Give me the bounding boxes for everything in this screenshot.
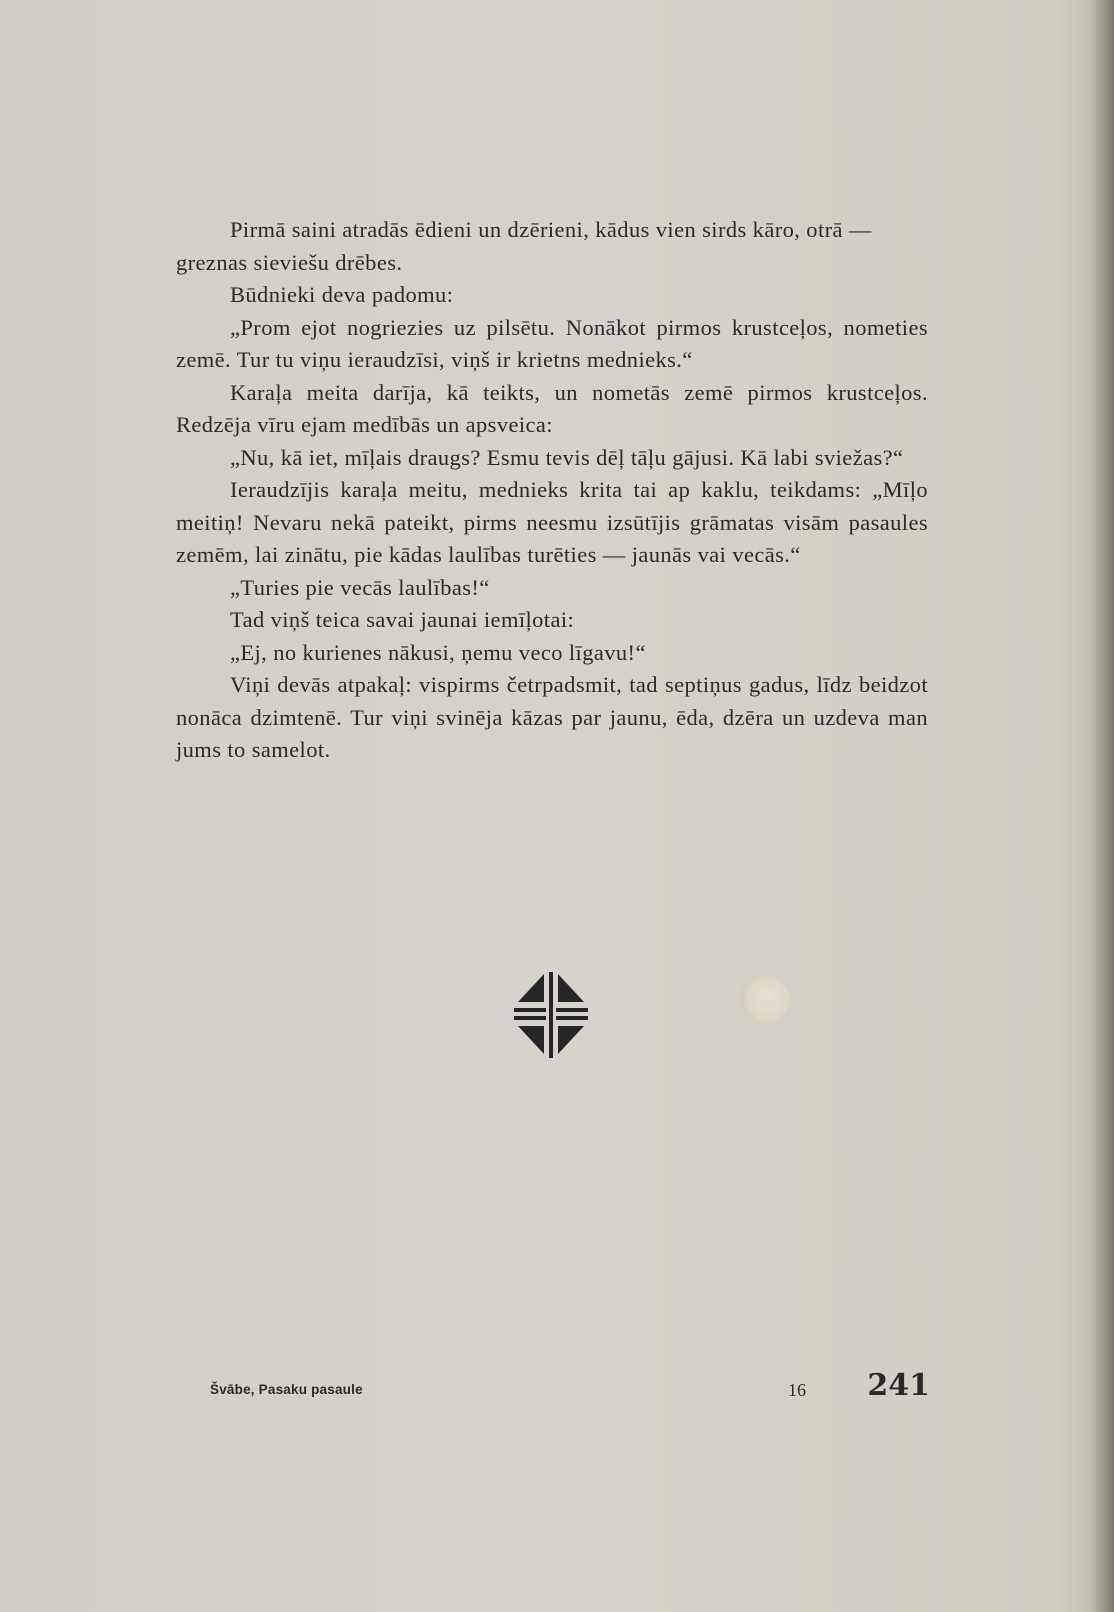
paragraph: Ieraudzījis karaļa meitu, mednieks krita tai ap kaklu, teikdams: „Mīļo meitiņ! Nevaru nekā pateikt, pirms neesmu izsūtījis grāmatas visām pasaules zemēm, lai zinātu, pie kādas laulības turēties — jaunās vai vecās.“ — [176, 477, 928, 567]
sheet-number: 16 — [788, 1380, 806, 1400]
page-edge — [1088, 0, 1114, 1612]
cross-arrows-ornament-icon — [508, 970, 598, 1060]
paragraph: Tad viņš teica savai jaunai iemīļotai: — [230, 607, 575, 632]
paper-stain — [740, 975, 790, 1023]
paragraph: „Turies pie vecās laulības!“ — [230, 574, 490, 600]
paragraph: Karaļa meita darīja, kā teikts, un nometās zemē pirmos krustceļos. Redzēja vīru ejam medībās un apsveica: — [176, 379, 928, 437]
paragraph: „Ej, no kurienes nākusi, ņemu veco līgavu!“ — [230, 639, 646, 665]
footer-source: Švābe, Pasaku pasaule — [210, 1382, 363, 1397]
page-number: 241 — [867, 1368, 930, 1403]
paragraph: „Nu, kā iet, mīļais draugs? Esmu tevis dēļ tāļu gājusi. Kā labi sviežas?“ — [230, 444, 904, 470]
paragraph: Būdnieki deva padomu: — [230, 282, 454, 307]
paragraph: Pirmā saini atradās ēdieni un dzērieni, kādus vien sirds kāro, otrā — greznas sieviešu drēbes. — [176, 217, 872, 275]
page-footer — [208, 1368, 930, 1408]
body-text — [176, 214, 928, 767]
paragraph: Viņi devās atpakaļ: vispirms četrpadsmit, tad septiņus gadus, līdz beidzot nonāca dzimtenē. Tur viņi svinēja kāzas par jaunu, ēda, dzēra un uzdeva man jums to samelot. — [176, 672, 928, 762]
paragraph: „Prom ejot nogriezies uz pilsētu. Nonākot pirmos krustceļos, nometies zemē. Tur tu viņu ieraudzīsi, viņš ir krietns mednieks.“ — [176, 314, 928, 372]
